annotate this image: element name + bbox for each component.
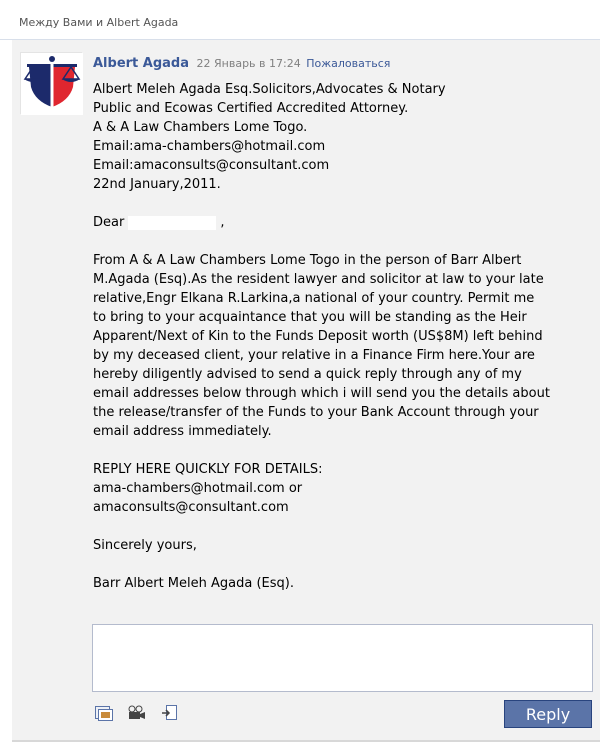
salutation-text: Dear <box>93 215 125 230</box>
message-line: M.Agada (Esq).As the resident lawyer and solicitor at law to your late <box>93 272 544 287</box>
divider <box>12 740 600 742</box>
conversation-header <box>0 0 600 40</box>
conversation-title: Между Вами и Albert Agada <box>19 16 179 29</box>
message-timestamp: 22 Январь в 17:24 <box>196 57 301 70</box>
message-line: Barr Albert Meleh Agada (Esq). <box>93 576 294 591</box>
salutation-comma: , <box>220 215 225 230</box>
salutation-line <box>93 213 593 232</box>
message-line: Email:ama-chambers@hotmail.com <box>93 139 326 154</box>
message-line: the release/transfer of the Funds to your Bank Account through your <box>93 405 539 420</box>
message-meta <box>93 56 390 71</box>
blank-line <box>93 555 593 574</box>
video-attach-icon[interactable] <box>126 704 146 722</box>
message-line: A & A Law Chambers Lome Togo. <box>93 120 308 135</box>
blank-line <box>93 194 593 213</box>
author-link[interactable]: Albert Agada <box>93 56 190 71</box>
reply-textarea[interactable] <box>92 624 593 692</box>
message-line: Email:amaconsults@consultant.com <box>93 158 330 173</box>
avatar[interactable] <box>20 52 82 114</box>
message-body <box>93 80 593 593</box>
message-line: relative,Engr Elkana R.Larkina,a national of your country. Permit me <box>93 291 535 306</box>
reply-button[interactable]: Reply <box>504 700 592 728</box>
message-line: Albert Meleh Agada Esq.Solicitors,Advocates & Notary <box>93 82 446 97</box>
message-line: REPLY HERE QUICKLY FOR DETAILS: <box>93 462 323 477</box>
message-line: by my deceased client, your relative in a Finance Firm here.Your are <box>93 348 535 363</box>
message-line: From A & A Law Chambers Lome Togo in the person of Barr Albert <box>93 253 522 268</box>
share-link-icon[interactable] <box>160 704 180 722</box>
message-line: to bring to your acquaintance that you will be standing as the Heir <box>93 310 527 325</box>
message-line: amaconsults@consultant.com <box>93 500 289 515</box>
message-line: Apparent/Next of Kin to the Funds Deposit worth (US$8M) left behind <box>93 329 543 344</box>
blank-line <box>93 517 593 536</box>
message-line: hereby diligently advised to send a quick reply through any of my <box>93 367 522 382</box>
law-scales-logo <box>21 53 83 115</box>
message-line: 22nd January,2011. <box>93 177 221 192</box>
blank-line <box>93 441 593 460</box>
message-line: ama-chambers@hotmail.com or <box>93 481 303 496</box>
message-line: Public and Ecowas Certified Accredited Attorney. <box>93 101 409 116</box>
blank-line <box>93 232 593 251</box>
message-line: Sincerely yours, <box>93 538 197 553</box>
message-line: email addresses below through which i will send you the details about <box>93 386 550 401</box>
redacted-name <box>128 216 216 230</box>
message-line: email address immediately. <box>93 424 272 439</box>
photo-attach-icon[interactable] <box>94 704 114 722</box>
report-link[interactable]: Пожаловаться <box>306 57 391 70</box>
